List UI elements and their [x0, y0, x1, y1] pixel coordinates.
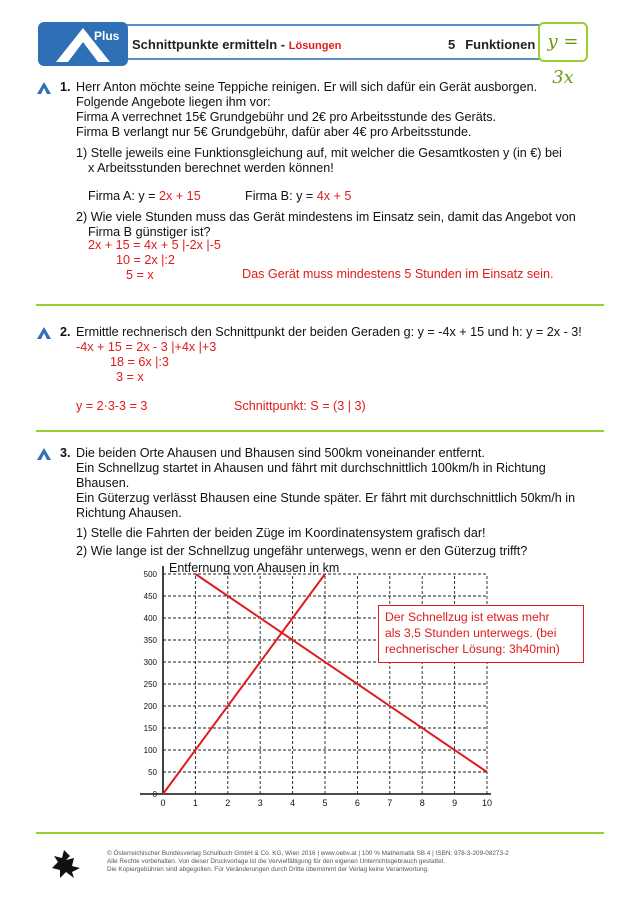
x-tick-label: 0 — [160, 798, 166, 808]
task3-number: 3. — [60, 446, 71, 460]
answer-line: als 3,5 Stunden unterwegs. (bei — [385, 626, 557, 640]
x-tick-label: 2 — [225, 798, 231, 808]
task2-number: 2. — [60, 325, 71, 339]
task1-question2-cont: Firma B günstiger ist? — [88, 225, 211, 239]
y-tick-label: 250 — [143, 680, 157, 689]
publisher-logo-icon — [50, 848, 82, 880]
task3-line: Bhausen. — [76, 476, 130, 490]
task2-text: Ermittle rechnerisch den Schnittpunkt der beiden Geraden g: y = -4x + 15 und h: y = 2x - 3! — [76, 325, 582, 339]
y-tick-label: 200 — [143, 702, 157, 711]
x-tick-label: 10 — [481, 798, 493, 808]
task1-result: Das Gerät muss mindestens 5 Stunden im Einsatz sein. — [242, 267, 554, 281]
y-tick-label: 100 — [143, 746, 157, 755]
answer-line: rechnerischer Lösung: 3h40min) — [385, 642, 560, 656]
y-tick-label: 350 — [143, 636, 157, 645]
task3-answer-box — [378, 605, 584, 663]
task2-calc-2: 18 = 6x |:3 — [110, 355, 169, 369]
y-tick-label: 0 — [152, 790, 157, 799]
x-tick-label: 1 — [192, 798, 198, 808]
formula-badge: y = 3x — [538, 22, 588, 62]
footer-line: Die Kopiergebühren sind abgegolten. Für Veränderungen durch Dritte übernimmt der Verlag keine Verantwortung. — [107, 866, 429, 873]
firma-b-equation: Firma B: y = 4x + 5 — [245, 189, 352, 203]
x-tick-label: 6 — [354, 798, 360, 808]
task1-line: Herr Anton möchte seine Teppiche reinigen. Er will sich dafür ein Gerät ausborgen. — [76, 80, 538, 94]
y-tick-label: 450 — [143, 592, 157, 601]
task1-question2: 2) Wie viele Stunden muss das Gerät mindestens im Einsatz sein, damit das Angebot von — [76, 210, 576, 224]
y-tick-label: 500 — [143, 570, 157, 579]
footer-line: © Österreichischer Bundesverlag Schulbuch GmbH & Co. KG, Wien 2016 | www.oebv.at | 100 % Mathematik SB 4 | ISBN: 978-3-209-08273-2 — [107, 850, 509, 857]
x-tick-label: 8 — [419, 798, 425, 808]
footer-line: Alle Rechte vorbehalten. Von dieser Druckvorlage ist die Vervielfältigung für den eigenen Unterrichtsgebrauch gestattet. — [107, 858, 446, 865]
task2-calc-4: y = 2·3-3 = 3 — [76, 399, 148, 413]
task3-line: Ein Güterzug verlässt Bhausen eine Stunde später. Er fährt mit durchschnittlich 50km/h in — [76, 491, 576, 505]
title-text: Schnittpunkte ermitteln - — [132, 37, 286, 52]
task3-question1: 1) Stelle die Fahrten der beiden Züge im Koordinatensystem grafisch dar! — [76, 526, 486, 540]
y-tick-label: 300 — [143, 658, 157, 667]
x-tick-label: 4 — [290, 798, 296, 808]
task3-question2: 2) Wie lange ist der Schnellzug ungefähr unterwegs, wenn er den Güterzug trifft? — [76, 544, 528, 558]
chart-title: Entfernung von Ahausen in km — [169, 561, 340, 575]
section-divider — [36, 832, 604, 834]
task1-line: Firma B verlangt nur 5€ Grundgebühr, dafür aber 4€ pro Arbeitsstunde. — [76, 125, 472, 139]
firma-a-equation: Firma A: y = 2x + 15 — [88, 189, 201, 203]
x-tick-label: 9 — [452, 798, 458, 808]
chapter-number: 5 — [448, 37, 456, 52]
task3-line: Die beiden Orte Ahausen und Bhausen sind 500km voneinander entfernt. — [76, 446, 485, 460]
task1-line: Firma A verrechnet 15€ Grundgebühr und 2€ pro Arbeitsstunde des Geräts. — [76, 110, 497, 124]
task1-calc-2: 10 = 2x |:2 — [116, 253, 175, 267]
y-tick-label: 50 — [148, 768, 157, 777]
x-tick-label: 7 — [387, 798, 393, 808]
task3-line: Ein Schnellzug startet in Ahausen und fährt mit durchschnittlich 100km/h in Richtung — [76, 461, 546, 475]
task1-calc-3: 5 = x — [126, 268, 154, 282]
y-tick-label: 150 — [143, 724, 157, 733]
footer — [107, 850, 509, 874]
task2-calc-1: -4x + 15 = 2x - 3 |+4x |+3 — [76, 340, 217, 354]
chapter-name: Funktionen — [465, 37, 536, 52]
title-suffix: Lösungen — [288, 40, 342, 52]
task1-question1: 1) Stelle jeweils eine Funktionsgleichung auf, mit welcher die Gesamtkosten y (in €) bei — [76, 146, 562, 160]
x-tick-label: 5 — [322, 798, 328, 808]
x-tick-label: 3 — [257, 798, 263, 808]
task1-line: Folgende Angebote liegen ihm vor: — [76, 95, 271, 109]
task3-line: Richtung Ahausen. — [76, 506, 182, 520]
answer-line: Der Schnellzug ist etwas mehr — [385, 610, 550, 624]
series-line-2 — [195, 574, 487, 772]
task1-number: 1. — [60, 80, 71, 94]
task2-result: Schnittpunkt: S = (3 | 3) — [234, 399, 366, 413]
task2-calc-3: 3 = x — [116, 370, 144, 384]
task1-question1-cont: x Arbeitsstunden berechnet werden können! — [88, 161, 334, 175]
y-tick-label: 400 — [143, 614, 157, 623]
task1-calc-1: 2x + 15 = 4x + 5 |-2x |-5 — [88, 238, 221, 252]
logo-text: Plus — [94, 29, 120, 43]
